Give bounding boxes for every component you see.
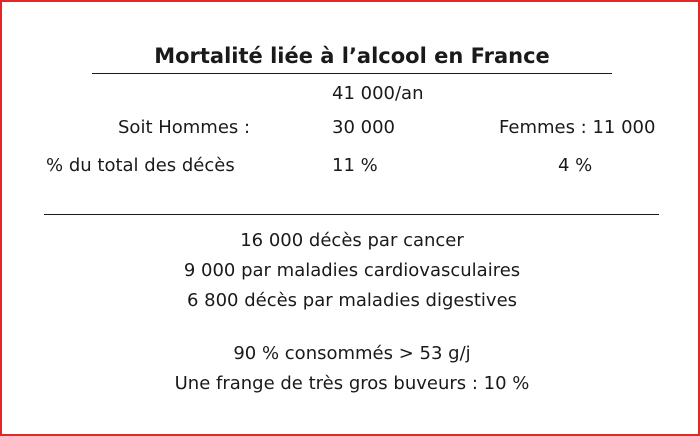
cause-cardiovascular: 9 000 par maladies cardiovasculaires <box>183 260 521 281</box>
consumption-threshold: 90 % consommés > 53 g/j <box>233 343 471 364</box>
women-percent-value: 4 % <box>558 155 593 176</box>
cause-cancer: 16 000 décès par cancer <box>240 230 464 251</box>
men-row-label: Soit Hommes : <box>118 117 251 138</box>
figure-title: Mortalité liée à l’alcool en France <box>154 44 550 68</box>
total-deaths-per-year: 41 000/an <box>332 83 424 104</box>
men-deaths-value: 30 000 <box>332 117 395 138</box>
cause-digestive: 6 800 décès par maladies digestives <box>186 290 518 311</box>
section-divider <box>44 214 659 215</box>
men-percent-value: 11 % <box>332 155 378 176</box>
percent-row-label: % du total des décès <box>46 155 235 176</box>
women-deaths-value: Femmes : 11 000 <box>499 117 656 138</box>
heavy-drinkers-share: Une frange de très gros buveurs : 10 % <box>174 373 530 394</box>
title-underline <box>92 73 612 74</box>
